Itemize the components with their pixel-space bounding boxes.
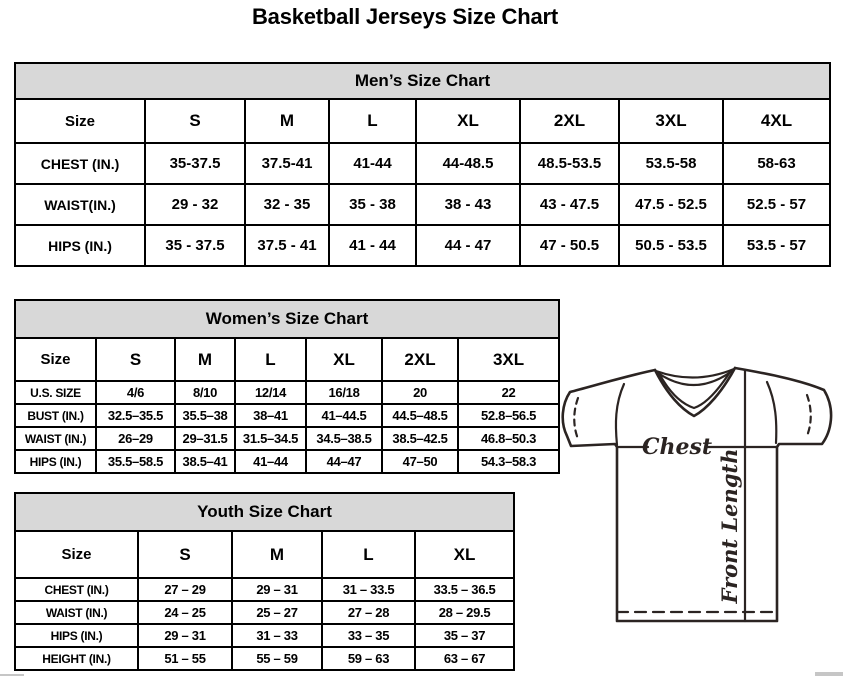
table-cell: 28 – 29.5 <box>415 601 514 624</box>
column-header: XL <box>306 338 382 381</box>
table-cell: 38.5–42.5 <box>382 427 458 450</box>
scrollbar-fragment-left <box>0 674 24 676</box>
youth-size-table <box>14 492 515 671</box>
table-cell: 29 – 31 <box>232 578 322 601</box>
right-armhole-seam <box>767 382 776 443</box>
row-label: U.S. SIZE <box>15 381 96 404</box>
table-cell: 16/18 <box>306 381 382 404</box>
table-row <box>15 99 830 143</box>
column-header: L <box>235 338 306 381</box>
row-label: HIPS (IN.) <box>15 450 96 473</box>
table-cell: 22 <box>458 381 559 404</box>
row-label: WAIST (IN.) <box>15 427 96 450</box>
table-cell: 41-44 <box>329 143 416 184</box>
table-row <box>15 493 514 531</box>
table-cell: 58-63 <box>723 143 830 184</box>
table-cell: 37.5-41 <box>245 143 329 184</box>
table-cell: 29–31.5 <box>175 427 235 450</box>
table-cell: 34.5–38.5 <box>306 427 382 450</box>
table-row <box>15 225 830 266</box>
table-cell: 44 - 47 <box>416 225 520 266</box>
table-cell: 54.3–58.3 <box>458 450 559 473</box>
table-row <box>15 63 830 99</box>
table-row <box>15 624 514 647</box>
table-cell: 51 – 55 <box>138 647 232 670</box>
table-cell: 59 – 63 <box>322 647 415 670</box>
page-title: Basketball Jerseys Size Chart <box>251 4 559 29</box>
table-cell: 31.5–34.5 <box>235 427 306 450</box>
column-header: 4XL <box>723 99 830 143</box>
chest-label: Chest <box>641 434 713 460</box>
table-cell: 32.5–35.5 <box>96 404 175 427</box>
table-row <box>15 404 559 427</box>
table-cell: 35.5–58.5 <box>96 450 175 473</box>
row-label: WAIST (IN.) <box>15 601 138 624</box>
table-cell: 44-48.5 <box>416 143 520 184</box>
table-row <box>15 647 514 670</box>
table-cell: 24 – 25 <box>138 601 232 624</box>
table-row <box>15 531 514 578</box>
column-header: 3XL <box>619 99 723 143</box>
table-row <box>15 184 830 225</box>
table-cell: 43 - 47.5 <box>520 184 619 225</box>
table-cell: 46.8–50.3 <box>458 427 559 450</box>
column-header: M <box>175 338 235 381</box>
table-cell: 31 – 33.5 <box>322 578 415 601</box>
table-cell: 4/6 <box>96 381 175 404</box>
table-cell: 55 – 59 <box>232 647 322 670</box>
table-row <box>15 450 559 473</box>
table-row <box>15 338 559 381</box>
table-cell: 47 - 50.5 <box>520 225 619 266</box>
column-header: 3XL <box>458 338 559 381</box>
table-cell: 32 - 35 <box>245 184 329 225</box>
scrollbar-fragment-right <box>815 672 843 676</box>
table-cell: 33.5 – 36.5 <box>415 578 514 601</box>
table-cell: 47–50 <box>382 450 458 473</box>
womens-table-title: Women’s Size Chart <box>15 300 559 338</box>
table-cell: 35 – 37 <box>415 624 514 647</box>
left-cuff-stitch <box>574 398 578 439</box>
column-header: XL <box>416 99 520 143</box>
column-header-size: Size <box>15 338 96 381</box>
row-label: BUST (IN.) <box>15 404 96 427</box>
table-cell: 35 - 37.5 <box>145 225 245 266</box>
womens-size-table <box>14 299 560 474</box>
table-cell: 33 – 35 <box>322 624 415 647</box>
mens-size-table <box>14 62 831 267</box>
table-cell: 44.5–48.5 <box>382 404 458 427</box>
table-cell: 20 <box>382 381 458 404</box>
table-cell: 41–44 <box>235 450 306 473</box>
table-cell: 29 - 32 <box>145 184 245 225</box>
table-cell: 26–29 <box>96 427 175 450</box>
youth-table-title: Youth Size Chart <box>15 493 514 531</box>
table-row <box>15 381 559 404</box>
table-cell: 38.5–41 <box>175 450 235 473</box>
table-row <box>15 578 514 601</box>
row-label: HIPS (IN.) <box>15 624 138 647</box>
table-cell: 38 - 43 <box>416 184 520 225</box>
row-label: HIPS (IN.) <box>15 225 145 266</box>
table-cell: 50.5 - 53.5 <box>619 225 723 266</box>
table-cell: 52.5 - 57 <box>723 184 830 225</box>
table-cell: 35-37.5 <box>145 143 245 184</box>
row-label: CHEST (IN.) <box>15 578 138 601</box>
table-row <box>15 300 559 338</box>
column-header: L <box>322 531 415 578</box>
column-header-size: Size <box>15 531 138 578</box>
column-header: M <box>245 99 329 143</box>
table-cell: 37.5 - 41 <box>245 225 329 266</box>
column-header: 2XL <box>520 99 619 143</box>
table-cell: 35.5–38 <box>175 404 235 427</box>
column-header: S <box>96 338 175 381</box>
row-label: WAIST(IN.) <box>15 184 145 225</box>
column-header: XL <box>415 531 514 578</box>
right-cuff-stitch <box>807 395 811 436</box>
row-label: HEIGHT (IN.) <box>15 647 138 670</box>
front-length-label: Front Length <box>717 448 742 604</box>
table-cell: 44–47 <box>306 450 382 473</box>
table-cell: 41 - 44 <box>329 225 416 266</box>
table-cell: 41–44.5 <box>306 404 382 427</box>
table-cell: 8/10 <box>175 381 235 404</box>
column-header: L <box>329 99 416 143</box>
table-cell: 38–41 <box>235 404 306 427</box>
table-cell: 53.5 - 57 <box>723 225 830 266</box>
row-label: CHEST (IN.) <box>15 143 145 184</box>
table-cell: 53.5-58 <box>619 143 723 184</box>
table-cell: 63 – 67 <box>415 647 514 670</box>
table-cell: 52.8–56.5 <box>458 404 559 427</box>
left-armhole-seam <box>616 384 624 445</box>
column-header-size: Size <box>15 99 145 143</box>
table-cell: 31 – 33 <box>232 624 322 647</box>
table-cell: 12/14 <box>235 381 306 404</box>
jersey-diagram <box>558 360 840 632</box>
table-cell: 27 – 28 <box>322 601 415 624</box>
table-cell: 29 – 31 <box>138 624 232 647</box>
table-row <box>15 601 514 624</box>
mens-table-title: Men’s Size Chart <box>15 63 830 99</box>
table-row <box>15 427 559 450</box>
column-header: S <box>138 531 232 578</box>
table-cell: 35 - 38 <box>329 184 416 225</box>
column-header: S <box>145 99 245 143</box>
table-cell: 25 – 27 <box>232 601 322 624</box>
table-row <box>15 143 830 184</box>
column-header: 2XL <box>382 338 458 381</box>
table-cell: 48.5-53.5 <box>520 143 619 184</box>
table-cell: 27 – 29 <box>138 578 232 601</box>
column-header: M <box>232 531 322 578</box>
table-cell: 47.5 - 52.5 <box>619 184 723 225</box>
